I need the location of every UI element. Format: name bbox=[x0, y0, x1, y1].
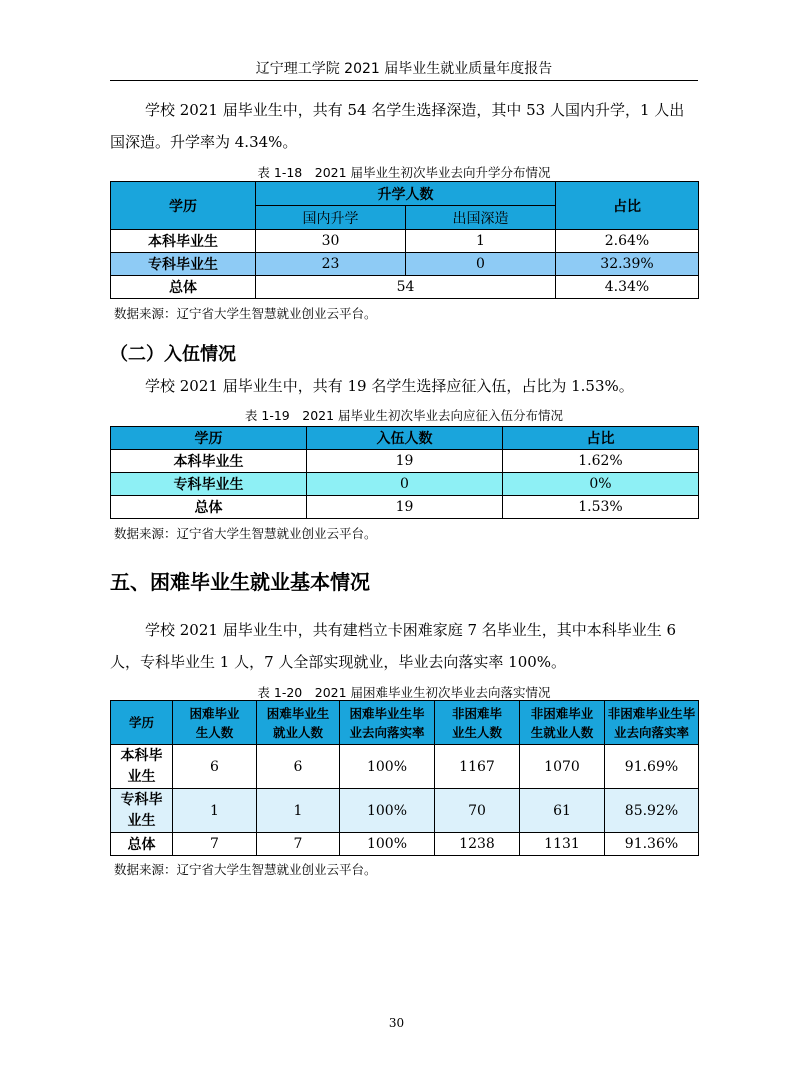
row-label: 本科毕 业生 bbox=[111, 745, 173, 789]
table1-caption: 表 1-18 2021 届毕业生初次毕业去向升学分布情况 bbox=[257, 165, 551, 180]
table-row bbox=[111, 496, 699, 519]
table3-header-c4: 非困难毕 业生人数 bbox=[435, 701, 520, 745]
row-label: 本科毕业生 bbox=[111, 450, 307, 473]
table-row bbox=[111, 789, 699, 833]
header-rule bbox=[110, 80, 698, 81]
table3-header-c2: 困难毕业生 就业人数 bbox=[257, 701, 340, 745]
table1-source: 数据来源：辽宁省大学生智慧就业创业云平台。 bbox=[114, 306, 377, 321]
table3-header-c3: 困难毕业生毕 业去向落实率 bbox=[340, 701, 435, 745]
cell-c5: 1070 bbox=[520, 745, 605, 789]
table3-caption: 表 1-20 2021 届困难毕业生初次毕业去向落实情况 bbox=[257, 685, 551, 700]
cell-ratio: 0% bbox=[503, 473, 699, 496]
table1-header-group: 升学人数 bbox=[256, 182, 556, 206]
table-row bbox=[111, 450, 699, 473]
table3 bbox=[110, 700, 699, 856]
cell-c2: 7 bbox=[257, 833, 340, 856]
cell-c4: 1167 bbox=[435, 745, 520, 789]
table2-header-count: 入伍人数 bbox=[307, 427, 503, 450]
table3-header-edu: 学历 bbox=[111, 701, 173, 745]
table-row bbox=[111, 253, 699, 276]
row-label: 专科毕业生 bbox=[111, 473, 307, 496]
cell-count: 0 bbox=[307, 473, 503, 496]
cell-c1: 1 bbox=[173, 789, 257, 833]
cell-ratio: 1.53% bbox=[503, 496, 699, 519]
table3-header-c5: 非困难毕业 生就业人数 bbox=[520, 701, 605, 745]
cell-c2: 1 bbox=[257, 789, 340, 833]
para1-line1: 学校 2021 届毕业生中，共有 54 名学生选择深造，其中 53 人国内升学，1 人出 bbox=[145, 101, 685, 119]
row-label: 总体 bbox=[111, 833, 173, 856]
cell-c6: 91.69% bbox=[605, 745, 699, 789]
cell-ratio: 1.62% bbox=[503, 450, 699, 473]
cell-c1: 6 bbox=[173, 745, 257, 789]
cell-c4: 1238 bbox=[435, 833, 520, 856]
table2-caption: 表 1-19 2021 届毕业生初次毕业去向应征入伍分布情况 bbox=[244, 408, 564, 423]
cell-abroad: 0 bbox=[406, 253, 556, 276]
table1-header-edu: 学历 bbox=[111, 182, 256, 230]
table3-source: 数据来源：辽宁省大学生智慧就业创业云平台。 bbox=[114, 862, 377, 877]
cell-c6: 85.92% bbox=[605, 789, 699, 833]
cell-count: 19 bbox=[307, 496, 503, 519]
para2-line1: 学校 2021 届毕业生中，共有 19 名学生选择应征入伍，占比为 1.53%。 bbox=[145, 377, 634, 395]
para3-line1: 学校 2021 届毕业生中，共有建档立卡困难家庭 7 名毕业生，其中本科毕业生 6 bbox=[145, 621, 677, 639]
cell-c2: 6 bbox=[257, 745, 340, 789]
table2-header-edu: 学历 bbox=[111, 427, 307, 450]
table-row bbox=[111, 230, 699, 253]
table3-header-c6: 非困难毕业生毕 业去向落实率 bbox=[605, 701, 699, 745]
row-label: 本科毕业生 bbox=[111, 230, 256, 253]
table3-header-c1: 困难毕业 生人数 bbox=[173, 701, 257, 745]
cell-domestic: 23 bbox=[256, 253, 406, 276]
row-label: 总体 bbox=[111, 276, 256, 299]
table-row bbox=[111, 833, 699, 856]
cell-c3: 100% bbox=[340, 745, 435, 789]
table1-header-ratio: 占比 bbox=[556, 182, 699, 230]
row-label: 专科毕 业生 bbox=[111, 789, 173, 833]
cell-ratio: 2.64% bbox=[556, 230, 699, 253]
cell-c5: 61 bbox=[520, 789, 605, 833]
section-heading-difficult: 五、困难毕业生就业基本情况 bbox=[110, 570, 370, 594]
running-header: 辽宁理工学院 2021 届毕业生就业质量年度报告 bbox=[255, 61, 553, 77]
table1-header-abroad: 出国深造 bbox=[406, 206, 556, 230]
table1 bbox=[110, 181, 699, 299]
cell-ratio: 4.34% bbox=[556, 276, 699, 299]
cell-domestic: 30 bbox=[256, 230, 406, 253]
cell-c5: 1131 bbox=[520, 833, 605, 856]
cell-c4: 70 bbox=[435, 789, 520, 833]
table-row bbox=[111, 745, 699, 789]
row-label: 专科毕业生 bbox=[111, 253, 256, 276]
cell-abroad: 1 bbox=[406, 230, 556, 253]
cell-total: 54 bbox=[256, 276, 556, 299]
cell-c6: 91.36% bbox=[605, 833, 699, 856]
cell-ratio: 32.39% bbox=[556, 253, 699, 276]
table1-header-domestic: 国内升学 bbox=[256, 206, 406, 230]
cell-c3: 100% bbox=[340, 833, 435, 856]
section-heading-enlistment: （二）入伍情况 bbox=[110, 344, 236, 365]
table-row bbox=[111, 473, 699, 496]
page-number: 30 bbox=[388, 1016, 405, 1030]
para3-line2: 人，专科毕业生 1 人，7 人全部实现就业，毕业去向落实率 100%。 bbox=[110, 653, 567, 671]
cell-c1: 7 bbox=[173, 833, 257, 856]
table2-source: 数据来源：辽宁省大学生智慧就业创业云平台。 bbox=[114, 526, 377, 541]
table2-header-ratio: 占比 bbox=[503, 427, 699, 450]
row-label: 总体 bbox=[111, 496, 307, 519]
cell-count: 19 bbox=[307, 450, 503, 473]
table2 bbox=[110, 426, 699, 519]
para1-line2: 国深造。升学率为 4.34%。 bbox=[110, 133, 298, 151]
table-row bbox=[111, 276, 699, 299]
cell-c3: 100% bbox=[340, 789, 435, 833]
